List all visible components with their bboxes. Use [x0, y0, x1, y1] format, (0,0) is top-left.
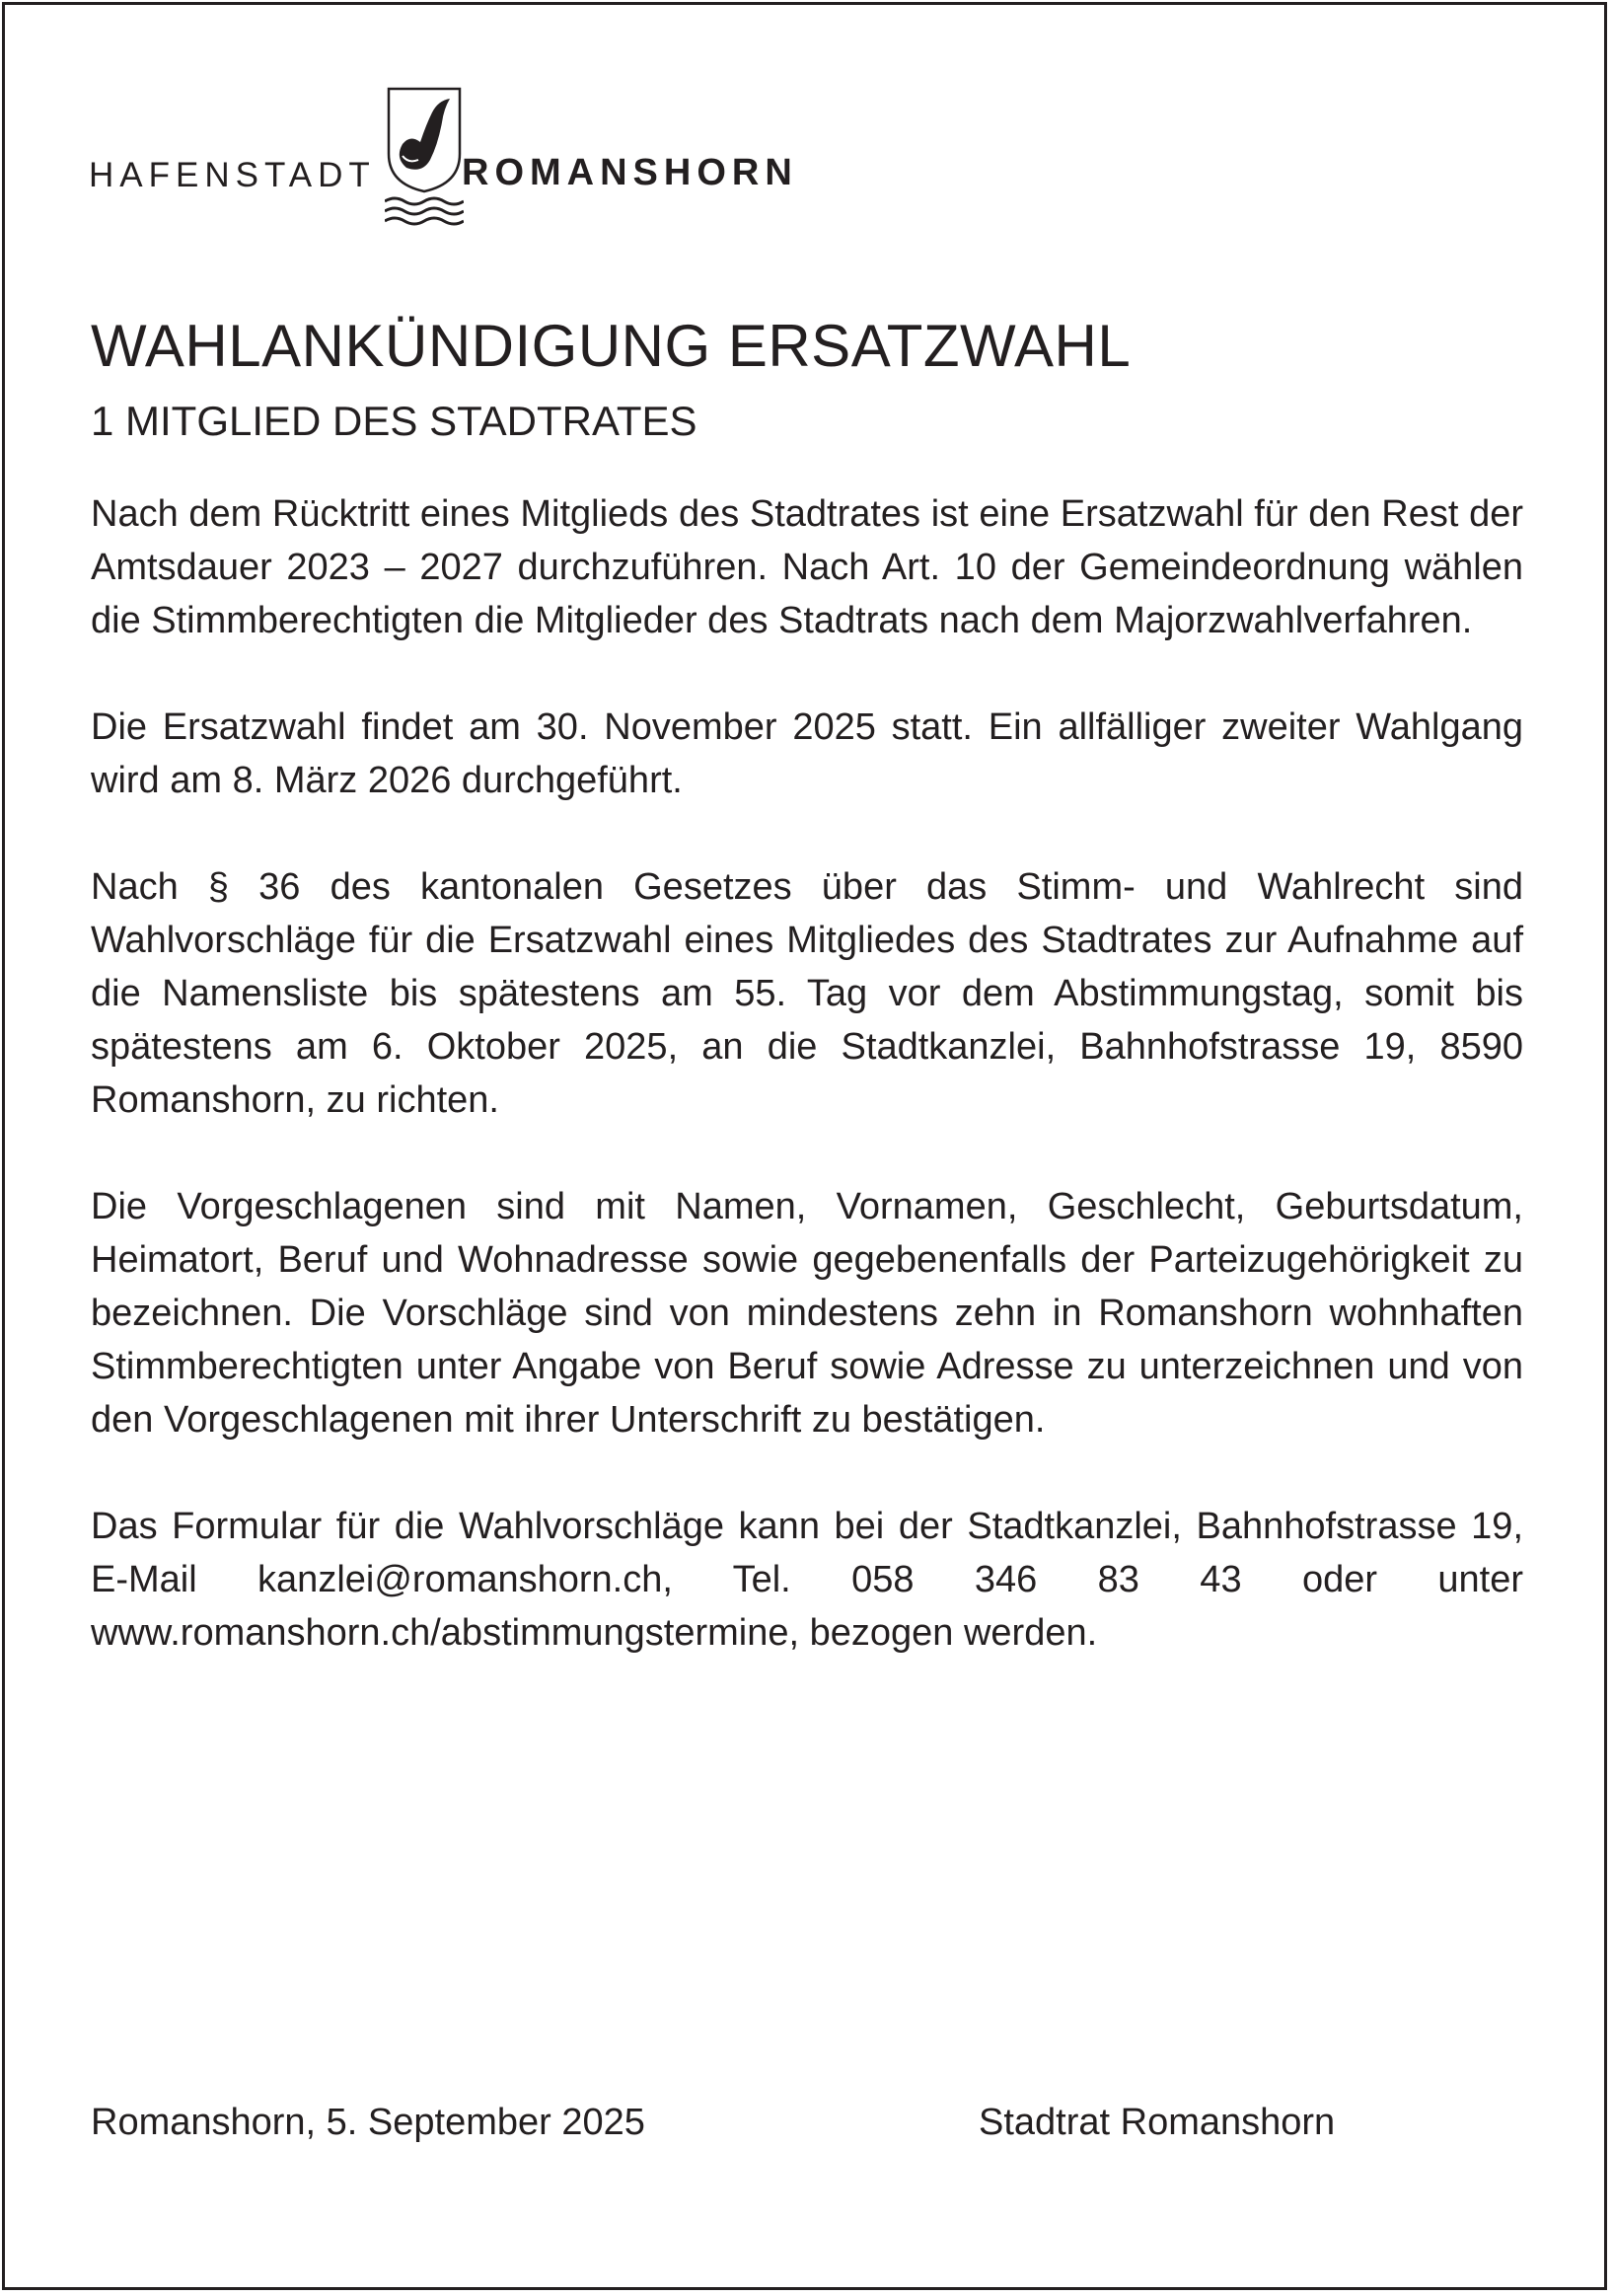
- logo: [89, 85, 878, 228]
- paragraph-dates: Die Ersatzwahl findet am 30. November 2025 statt. Ein allfälliger zweiter Wahlgang wird am 8. März 2026 durchgeführt.: [91, 706, 1523, 802]
- logo-right-text: ROMANSHORN: [462, 152, 798, 193]
- page-subtitle: 1 MITGLIED DES STADTRATES: [91, 398, 697, 444]
- footer-place-date: Romanshorn, 5. September 2025: [91, 2102, 645, 2143]
- logo-left-text: HAFENSTADT: [89, 156, 376, 194]
- paragraph-deadline: Nach § 36 des kantonalen Gesetzes über das Stimm- und Wahlrecht sind Wahlvorschläge für die Ersatzwahl eines Mitgliedes des Stadtrates zur Aufnahme auf die Namensliste bis spätestens am 55. Tag vor dem Abstimmungstag, somit bis spätestens am 6. Oktober 2025, an die Stadtkanzlei, Bahnhofstrasse 19, 8590 Romanshorn, zu richten.: [91, 866, 1523, 1122]
- paragraph-form: Das Formular für die Wahlvorschläge kann bei der Stadtkanzlei, Bahnhofstrasse 19, E-Mail kanzlei@romanshorn.ch, Tel. 058 346 83 43 oder unter www.romanshorn.ch/abstimmungstermine, bezogen werden.: [91, 1506, 1523, 1655]
- page-title: WAHLANKÜNDIGUNG ERSATZWAHL: [91, 313, 1132, 379]
- paragraph-intro: Nach dem Rücktritt eines Mitglieds des Stadtrates ist eine Ersatzwahl für den Rest der Amtsdauer 2023 – 2027 durchzuführen. Nach Art. 10 der Gemeindeordnung wählen die Stimmberechtigten die Mitglieder des Stadtrats nach dem Majorzwahlverfahren.: [91, 493, 1523, 642]
- romanshorn-crest-icon: [385, 85, 464, 228]
- announcement-body: [91, 314, 1523, 1660]
- footer-signatory: Stadtrat Romanshorn: [979, 2102, 1336, 2143]
- paragraph-requirements: Die Vorgeschlagenen sind mit Namen, Vornamen, Geschlecht, Geburtsdatum, Heimatort, Beruf und Wohnadresse sowie gegebenenfalls der Parteizugehörigkeit zu bezeichnen. Die Vorschläge sind von mindestens zehn in Romanshorn wohnhaften Stimmberechtigten unter Angabe von Beruf sowie Adresse zu unterzeichnen und von den Vorgeschlagenen mit ihrer Unterschrift zu bestätigen.: [91, 1186, 1523, 1442]
